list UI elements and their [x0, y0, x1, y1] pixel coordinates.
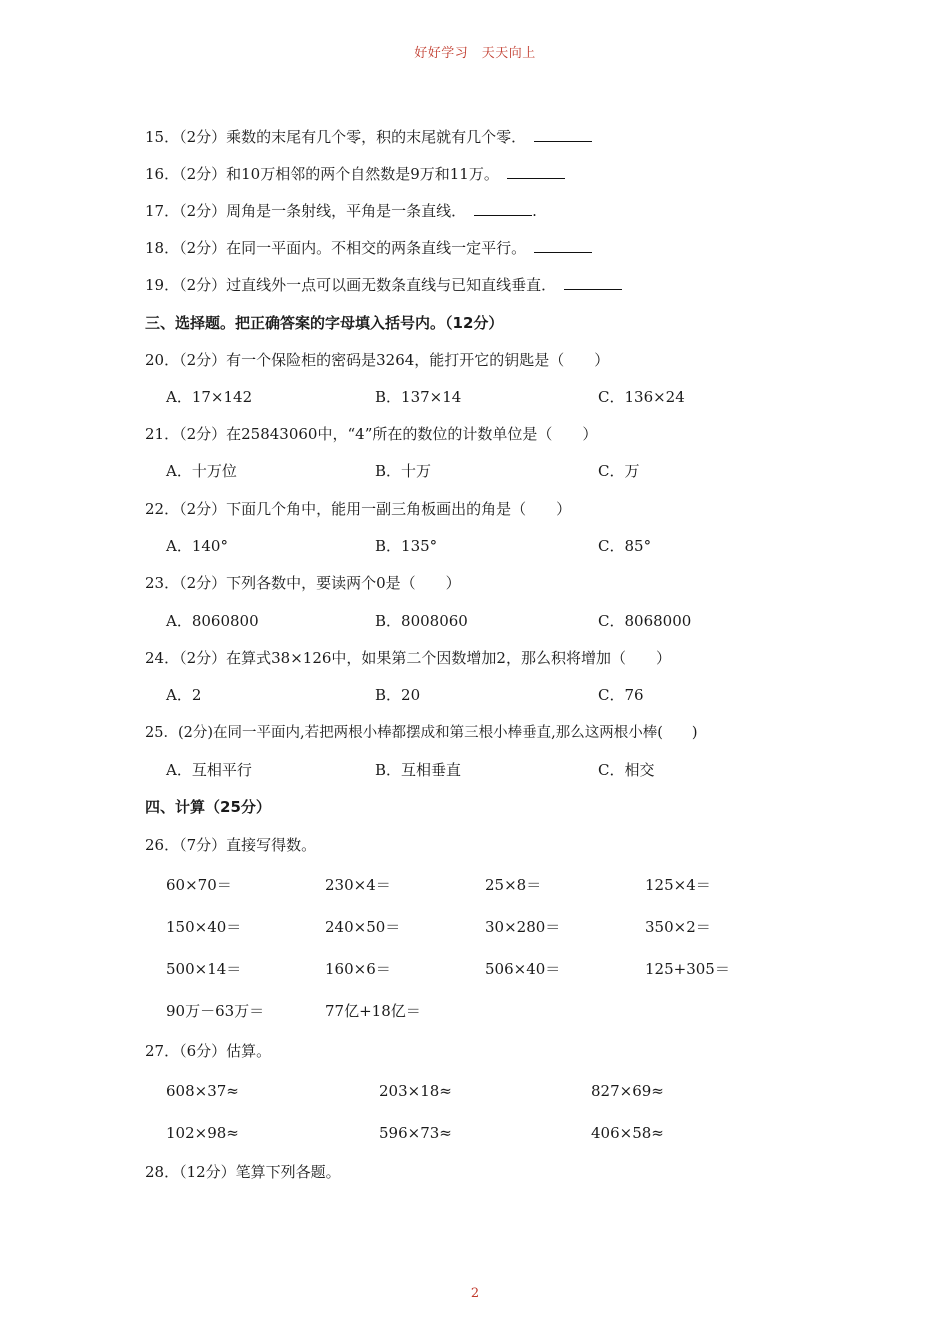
question-23: 23．（2分）下列各数中，要读两个0是（ ） [145, 574, 461, 592]
estimate-item: 608×37≈ [166, 1082, 239, 1100]
section-3-heading: 三、选择题。把正确答案的字母填入括号内。（12分） [145, 314, 504, 332]
question-28: 28．（12分）笔算下列各题。 [145, 1163, 341, 1181]
calc-item: 500×14＝ [166, 960, 242, 978]
answer-blank[interactable] [564, 275, 622, 290]
estimate-item: 827×69≈ [591, 1082, 664, 1100]
calc-item: 230×4＝ [325, 876, 391, 894]
answer-blank[interactable] [507, 164, 565, 179]
option-b: B．十万 [375, 462, 432, 480]
estimate-item: 406×58≈ [591, 1124, 664, 1142]
answer-blank[interactable] [534, 238, 592, 253]
question-15: 15．（2分）乘数的末尾有几个零，积的末尾就有几个零． [145, 127, 592, 147]
option-a: A．互相平行 [166, 761, 252, 779]
estimate-item: 102×98≈ [166, 1124, 239, 1142]
question-24: 24．（2分）在算式38×126中，如果第二个因数增加2，那么积将增加（ ） [145, 649, 671, 667]
question-19: 19．（2分）过直线外一点可以画无数条直线与已知直线垂直． [145, 275, 622, 295]
option-b: B．20 [375, 686, 421, 704]
option-c: C．8068000 [598, 612, 692, 630]
question-16: 16．（2分）和10万相邻的两个自然数是9万和11万。 [145, 164, 565, 184]
calc-item: 240×50＝ [325, 918, 401, 936]
option-a: A．8060800 [166, 612, 259, 630]
calc-item: 350×2＝ [645, 918, 711, 936]
option-c: C．万 [598, 462, 640, 480]
option-a: A．2 [166, 686, 202, 704]
option-b: B．135° [375, 537, 438, 555]
option-a: A．十万位 [166, 462, 237, 480]
page-number: 2 [470, 1286, 480, 1301]
estimate-item: 203×18≈ [379, 1082, 452, 1100]
estimate-item: 596×73≈ [379, 1124, 452, 1142]
calc-item: 25×8＝ [485, 876, 542, 894]
option-b: B．137×14 [375, 388, 462, 406]
calc-item: 30×280＝ [485, 918, 561, 936]
calc-item: 60×70＝ [166, 876, 232, 894]
option-c: C．85° [598, 537, 652, 555]
calc-item: 150×40＝ [166, 918, 242, 936]
calc-item: 90万－63万＝ [166, 1002, 265, 1020]
question-21: 21．（2分）在25843060中，“4”所在的数位的计数单位是（ ） [145, 425, 598, 443]
question-22: 22．（2分）下面几个角中，能用一副三角板画出的角是（ ） [145, 500, 572, 518]
calc-item: 160×6＝ [325, 960, 391, 978]
option-b: B．互相垂直 [375, 761, 462, 779]
calc-item: 77亿+18亿＝ [325, 1002, 421, 1020]
option-c: C．136×24 [598, 388, 685, 406]
page-header: 好好学习 天天向上 [414, 46, 536, 61]
question-26: 26．（7分）直接写得数。 [145, 836, 317, 854]
question-27: 27．（6分）估算。 [145, 1042, 272, 1060]
answer-blank[interactable] [474, 201, 532, 216]
calc-item: 125+305＝ [645, 960, 730, 978]
option-c: C．相交 [598, 761, 655, 779]
option-c: C．76 [598, 686, 644, 704]
calc-item: 506×40＝ [485, 960, 561, 978]
calc-item: 125×4＝ [645, 876, 711, 894]
question-18: 18．（2分）在同一平面内。不相交的两条直线一定平行。 [145, 238, 592, 258]
section-4-heading: 四、计算（25分） [145, 798, 271, 816]
option-a: A．140° [166, 537, 228, 555]
question-20: 20．（2分）有一个保险柜的密码是3264，能打开它的钥匙是（ ） [145, 351, 610, 369]
question-25: 25．(2分)在同一平面内,若把两根小棒都摆成和第三根小棒垂直,那么这两根小棒( ) [145, 725, 698, 741]
answer-blank[interactable] [534, 127, 592, 142]
question-17: 17．（2分）周角是一条射线，平角是一条直线． . [145, 202, 537, 220]
option-b: B．8008060 [375, 612, 468, 630]
option-a: A．17×142 [166, 388, 253, 406]
